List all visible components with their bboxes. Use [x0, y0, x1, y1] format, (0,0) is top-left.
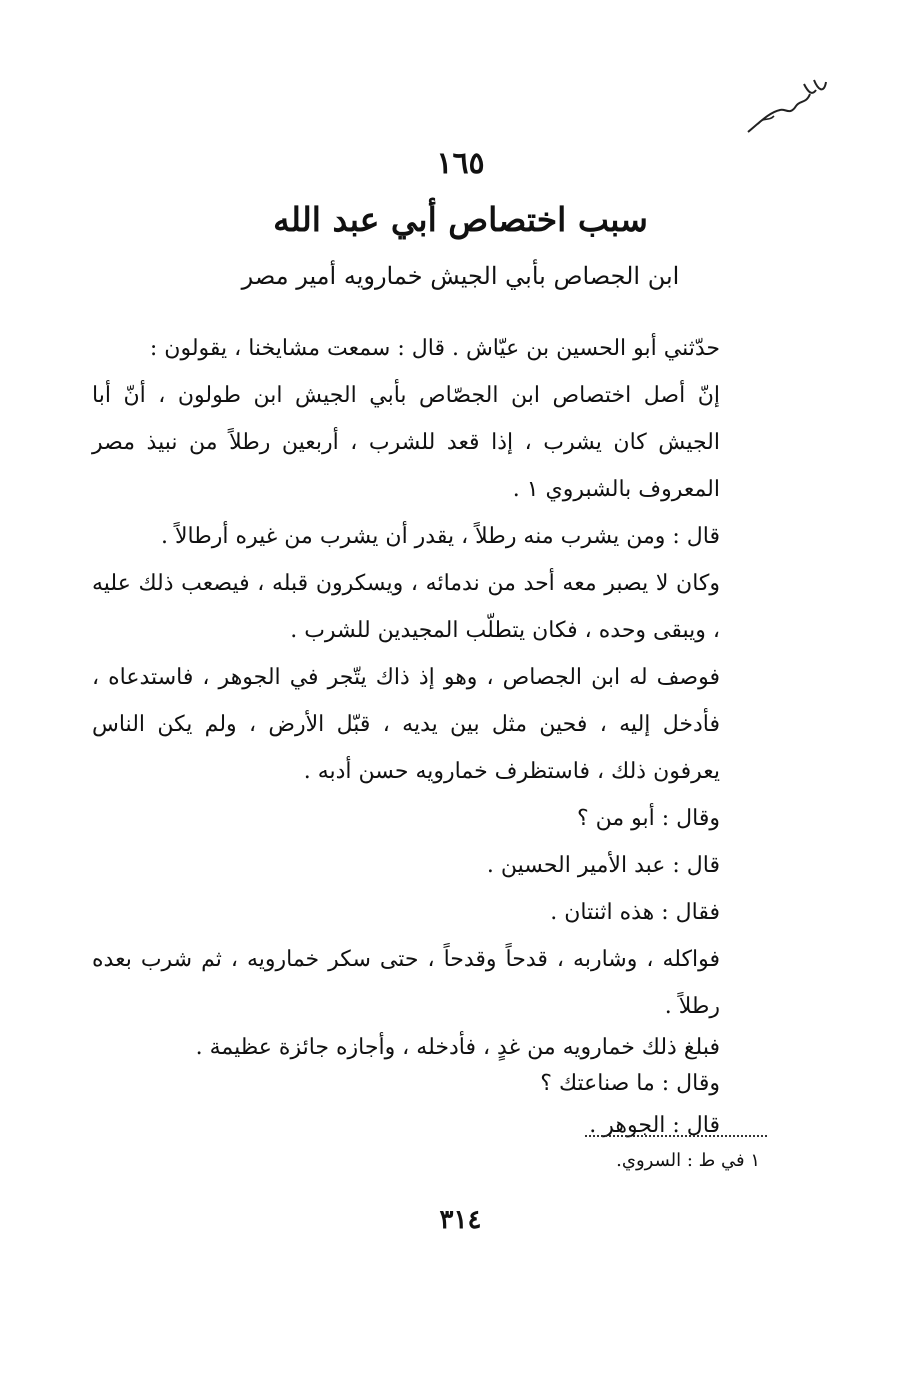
paragraph: قال : الجوهر .: [589, 1113, 720, 1138]
paragraph: فقال : هذه اثنتان .: [550, 900, 720, 925]
paragraph: فوصف له ابن الجصاص ، وهو إذ ذاك يتّجر في الجوهر ، فاستدعاه ، فأدخل إليه ، فحين مثل بين يديه ، قبّل الأرض ، ولم يكن الناس يعرفون ذلك ، فاستظرف خمارويه حسن أدبه .: [92, 665, 720, 784]
footnote-divider: [585, 1135, 767, 1137]
paragraph: فبلغ ذلك خمارويه من غدٍ ، فأدخله ، وأجازه جائزة عظيمة .: [195, 1035, 720, 1060]
chapter-title: سبب اختصاص أبي عبد الله: [273, 200, 648, 239]
paragraph: فواكله ، وشاربه ، قدحاً وقدحاً ، حتى سكر خمارويه ، ثم شرب بعده رطلاً .: [92, 947, 720, 1019]
paragraph: وقال : أبو من ؟: [576, 806, 720, 831]
page-number: ٣١٤: [439, 1205, 482, 1235]
paragraph: وكان لا يصبر معه أحد من ندمائه ، ويسكرون قبله ، فيصعب ذلك عليه ، ويبقى وحده ، فكان يتطلّب المجيدين للشرب .: [92, 571, 720, 643]
paragraph: قال : ومن يشرب منه رطلاً ، يقدر أن يشرب من غيره أرطالاً .: [161, 524, 720, 549]
paragraph: إنّ أصل اختصاص ابن الجصّاص بأبي الجيش ابن طولون ، أنّ أبا الجيش كان يشرب ، إذا قعد للشرب ، أربعين رطلاً من نبيذ مصر المعروف بالشبروي ١ .: [92, 383, 720, 502]
paragraph: حدّثني أبو الحسين بن عيّاش . قال : سمعت مشايخنا ، يقولون :: [149, 336, 720, 361]
paragraph: وقال : ما صناعتك ؟: [540, 1071, 720, 1096]
body-text: [92, 325, 760, 1149]
paragraph: قال : عبد الأمير الحسين .: [486, 853, 720, 878]
story-number: ١٦٥: [436, 146, 485, 181]
chapter-subtitle: ابن الجصاص بأبي الجيش خمارويه أمير مصر: [241, 262, 680, 290]
footnote: ١ في ط : السروي.: [616, 1150, 760, 1171]
handwritten-annotation: [740, 72, 830, 142]
